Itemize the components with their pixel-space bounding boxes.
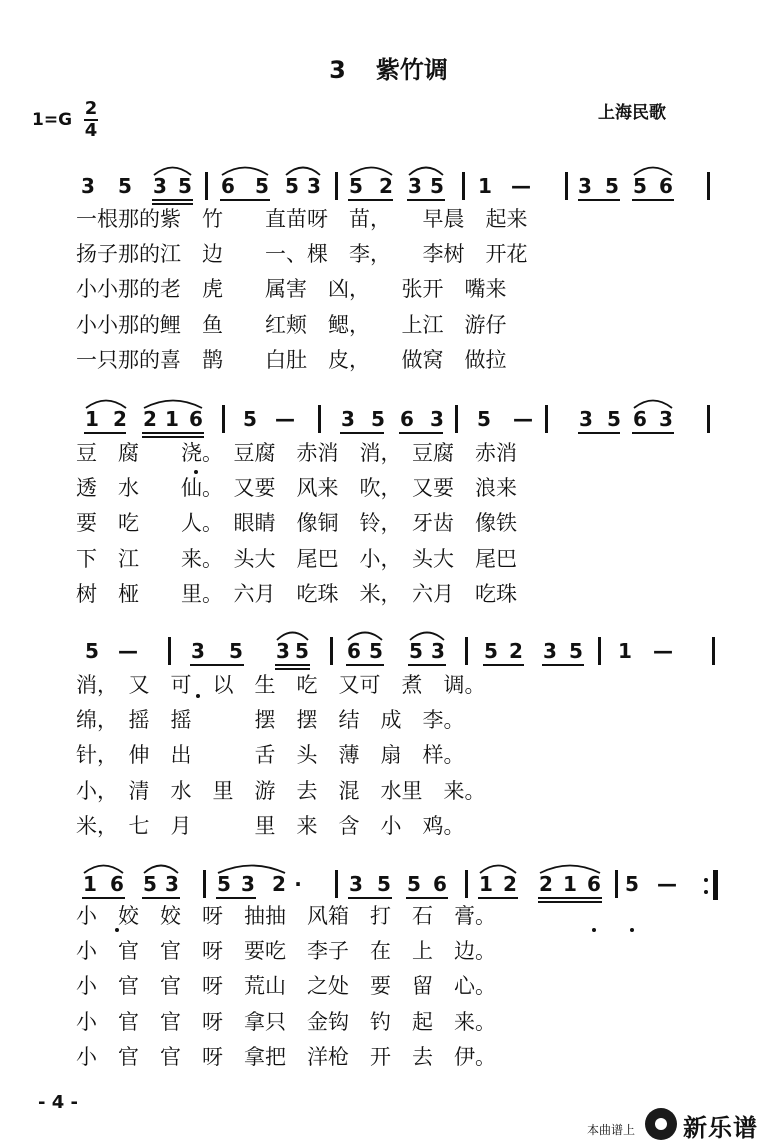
beam-underline-double: [152, 203, 193, 205]
note-numeral: 5: [607, 407, 621, 431]
note-numeral: 2: [509, 639, 523, 663]
note-numeral: 5: [625, 872, 639, 896]
note-numeral: 5: [407, 872, 421, 896]
song-number: 3: [329, 56, 346, 84]
slur-arc: [347, 629, 383, 641]
lyric-line: 小 姣 姣 呀 抽抽 风箱 打 石 膏。: [76, 904, 496, 928]
note-numeral: 5: [633, 174, 647, 198]
disc-logo-center: [655, 1118, 667, 1130]
lyric-line: 小 官 官 呀 要吃 李子 在 上 边。: [76, 939, 496, 964]
slur-arc: [217, 862, 286, 874]
lyric-line: 消， 又 可 以 生 吃 又可 煮 调。: [76, 673, 486, 697]
beam-underline: [82, 897, 125, 899]
barline: [318, 405, 321, 433]
lyric-line: 小 官 官 呀 荒山 之处 要 留 心。: [76, 974, 496, 999]
barline: [335, 172, 338, 200]
note-numeral: 6: [221, 174, 235, 198]
note-numeral: 5: [377, 872, 391, 896]
note-numeral: 3: [307, 174, 321, 198]
beam-underline: [578, 199, 620, 201]
note-numeral: 1: [165, 407, 179, 431]
note-numeral: 5: [409, 639, 423, 663]
barline: [545, 405, 548, 433]
slur-arc: [349, 164, 393, 176]
note-numeral: 3: [191, 639, 205, 663]
note-numeral: 3: [165, 872, 179, 896]
song-origin: 上海民歌: [598, 103, 666, 123]
slur-arc: [143, 397, 203, 409]
beam-underline: [220, 199, 270, 201]
note-numeral: 3: [341, 407, 355, 431]
key-signature: [32, 100, 98, 140]
note-numeral: 2: [503, 872, 517, 896]
note-numeral: 6: [400, 407, 414, 431]
slur-arc: [285, 164, 321, 176]
note-numeral: 5: [143, 872, 157, 896]
barline: [330, 637, 333, 665]
barline: [462, 172, 465, 200]
barline: [598, 637, 601, 665]
note-numeral: 1: [478, 174, 492, 198]
beam-underline: [142, 897, 180, 899]
beam-underline: [216, 897, 256, 899]
lyric-line: 要 吃 人。 眼睛 像铜 铃， 牙齿 像铁: [76, 511, 517, 536]
note-numeral: 5: [118, 174, 132, 198]
octave-dot: [194, 470, 198, 474]
sustain-dash: —: [275, 407, 295, 431]
lyric-line: 针， 伸 出 舌 头 薄 扇 样。: [76, 743, 465, 768]
time-sig-top: 2: [84, 98, 98, 119]
note-numeral: 5: [178, 174, 192, 198]
slur-arc: [633, 164, 673, 176]
note-numeral: 5: [229, 639, 243, 663]
beam-underline-double: [275, 668, 310, 670]
slur-arc: [408, 164, 444, 176]
note-numeral: 3: [578, 174, 592, 198]
note-numeral: 3: [579, 407, 593, 431]
note-numeral: 3: [431, 639, 445, 663]
beam-underline: [190, 664, 244, 666]
beam-underline: [142, 432, 204, 434]
note-numeral: 5: [369, 639, 383, 663]
lyric-line: 下 江 来。 头大 尾巴 小， 头大 尾巴: [76, 546, 517, 571]
lyric-line: 米， 七 月 里 来 含 小 鸡。: [76, 813, 465, 838]
key-label: 1=G: [32, 110, 73, 130]
lyric-line: 小 官 官 呀 拿只 金钩 钓 起 来。: [76, 1009, 496, 1034]
note-numeral: 5: [255, 174, 269, 198]
sustain-dash: —: [653, 639, 673, 663]
slur-arc: [83, 862, 124, 874]
lyric-line: 绵， 摇 摇 摆 摆 结 成 李。: [76, 708, 465, 733]
note-numeral: 3: [276, 639, 290, 663]
octave-dot: [592, 928, 596, 932]
note-numeral: 6: [659, 174, 673, 198]
beam-underline: [408, 664, 446, 666]
beam-underline: [340, 432, 384, 434]
note-numeral: 5: [484, 639, 498, 663]
beam-underline: [407, 199, 445, 201]
note-numeral: 2: [143, 407, 157, 431]
note-numeral: 5: [349, 174, 363, 198]
lyric-line: 豆 腐 浇。 豆腐 赤消 消， 豆腐 赤消: [76, 441, 517, 465]
lyric-line: 一根那的紫 竹 直苗呀 苗， 早晨 起来: [76, 207, 528, 231]
beam-underline: [275, 664, 310, 666]
barline: [222, 405, 225, 433]
beam-underline: [632, 199, 674, 201]
beam-underline: [348, 199, 393, 201]
note-numeral: 1: [618, 639, 632, 663]
sustain-dash: —: [513, 407, 533, 431]
end-repeat-barline: [713, 870, 718, 900]
barline: [465, 870, 468, 898]
note-numeral: 5: [285, 174, 299, 198]
note-numeral: 6: [433, 872, 447, 896]
note-numeral: 2: [272, 872, 286, 896]
brand-name: 新乐谱: [683, 1114, 758, 1142]
barline: [203, 870, 206, 898]
note-numeral: 5: [217, 872, 231, 896]
note-numeral: 6: [189, 407, 203, 431]
barline: [565, 172, 568, 200]
note-numeral: 3: [349, 872, 363, 896]
note-numeral: 2: [379, 174, 393, 198]
time-sig-bottom: 4: [84, 120, 98, 141]
note-numeral: 2: [113, 407, 127, 431]
barline: [707, 172, 710, 200]
octave-dot: [115, 928, 119, 932]
beam-underline: [399, 432, 443, 434]
repeat-dot: [704, 878, 708, 882]
note-numeral: 6: [110, 872, 124, 896]
note-numeral: 5: [243, 407, 257, 431]
slur-arc: [143, 862, 179, 874]
song-title-text: 紫竹调: [375, 56, 448, 84]
beam-underline-double: [538, 901, 602, 903]
beam-underline: [84, 432, 126, 434]
beam-underline-double: [142, 436, 204, 438]
note-numeral: 5: [605, 174, 619, 198]
note-numeral: 6: [347, 639, 361, 663]
sustain-dash: —: [511, 174, 531, 198]
beam-underline: [578, 432, 620, 434]
beam-underline: [478, 897, 518, 899]
barline: [455, 405, 458, 433]
barline: [465, 637, 468, 665]
slur-arc: [153, 164, 192, 176]
beam-underline: [346, 664, 384, 666]
barline: [712, 637, 715, 665]
barline: [707, 405, 710, 433]
note-numeral: 1: [563, 872, 577, 896]
beam-underline: [632, 432, 674, 434]
note-numeral: 6: [587, 872, 601, 896]
beam-underline: [406, 897, 448, 899]
page-number: - 4 -: [38, 1092, 78, 1113]
note-numeral: 3: [241, 872, 255, 896]
note-numeral: 3: [81, 174, 95, 198]
note-numeral: 3: [408, 174, 422, 198]
note-numeral: 1: [85, 407, 99, 431]
note-numeral: 3: [659, 407, 673, 431]
barline: [615, 870, 618, 898]
beam-underline: [542, 664, 584, 666]
song-title: [0, 50, 777, 85]
sustain-dash: —: [657, 872, 677, 896]
note-numeral: 5: [371, 407, 385, 431]
lyric-line: 小， 清 水 里 游 去 混 水里 来。: [76, 778, 486, 803]
note-numeral: 5: [477, 407, 491, 431]
note-numeral: 5: [85, 639, 99, 663]
note-numeral: 5: [569, 639, 583, 663]
octave-dot: [630, 928, 634, 932]
barline: [168, 637, 171, 665]
footer-note: 本曲谱上: [587, 1123, 636, 1137]
slur-arc: [409, 629, 445, 641]
lyric-line: 小小那的老 虎 属害 凶， 张开 嘴来: [76, 277, 507, 302]
slur-arc: [633, 397, 673, 409]
sustain-dash: —: [118, 639, 138, 663]
note-numeral: 3: [543, 639, 557, 663]
note-numeral: 1: [83, 872, 97, 896]
note-numeral: ·: [294, 872, 302, 896]
note-numeral: 5: [295, 639, 309, 663]
slur-arc: [479, 862, 517, 874]
barline: [335, 870, 338, 898]
slur-arc: [221, 164, 269, 176]
beam-underline: [152, 199, 193, 201]
slur-arc: [276, 629, 309, 641]
time-signature: [84, 100, 98, 140]
note-numeral: 3: [153, 174, 167, 198]
note-numeral: 5: [430, 174, 444, 198]
beam-underline: [538, 897, 602, 899]
beam-underline: [348, 897, 392, 899]
slur-arc: [539, 862, 601, 874]
repeat-dot: [704, 890, 708, 894]
lyric-line: 一只那的喜 鹊 白肚 皮， 做窝 做拉: [76, 347, 507, 372]
lyric-line: 树 桠 里。 六月 吃珠 米， 六月 吃珠: [76, 581, 517, 606]
note-numeral: 3: [430, 407, 444, 431]
beam-underline: [483, 664, 524, 666]
lyric-line: 透 水 仙。 又要 风来 吹， 又要 浪来: [76, 476, 517, 501]
lyric-line: 扬子那的江 边 一、棵 李， 李树 开花: [76, 242, 528, 267]
note-numeral: 6: [633, 407, 647, 431]
lyric-line: 小小那的鲤 鱼 红颊 鳃， 上江 游仔: [76, 312, 507, 337]
lyric-line: 小 官 官 呀 拿把 洋枪 开 去 伊。: [76, 1044, 496, 1069]
note-numeral: 2: [539, 872, 553, 896]
note-numeral: 1: [479, 872, 493, 896]
slur-arc: [85, 397, 127, 409]
barline: [205, 172, 208, 200]
